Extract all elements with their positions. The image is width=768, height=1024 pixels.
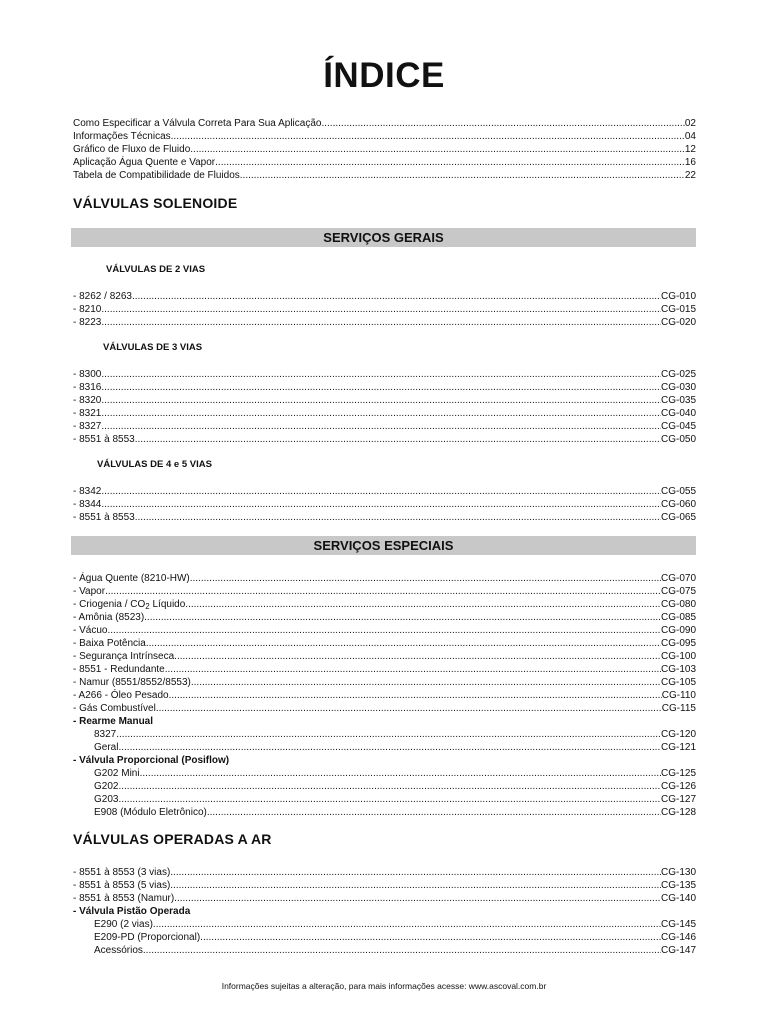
subhead-2-way: VÁLVULAS DE 2 VIAS bbox=[106, 264, 206, 275]
toc-label: - 8551 à 8553 (Namur) bbox=[73, 893, 175, 904]
toc-label: E209-PD (Proporcional) bbox=[94, 932, 201, 943]
toc-page: 04 bbox=[684, 131, 696, 142]
toc-entry[interactable] bbox=[73, 290, 696, 303]
toc-label: - 8342 bbox=[73, 486, 102, 497]
toc-page: CG-126 bbox=[660, 781, 696, 792]
toc-page: CG-055 bbox=[660, 486, 696, 497]
toc-entry[interactable] bbox=[73, 381, 696, 394]
toc-page: CG-115 bbox=[661, 703, 696, 714]
toc-entry[interactable] bbox=[73, 498, 696, 511]
list-3-way bbox=[73, 368, 696, 446]
toc-page: CG-100 bbox=[660, 651, 696, 662]
toc-page: CG-147 bbox=[660, 945, 696, 956]
toc-entry[interactable] bbox=[73, 892, 696, 905]
toc-entry[interactable] bbox=[73, 650, 696, 663]
toc-label: - Vapor bbox=[73, 586, 106, 597]
toc-label: - 8551 - Redundante bbox=[73, 664, 165, 675]
toc-page: CG-128 bbox=[660, 807, 696, 818]
toc-entry[interactable] bbox=[73, 780, 696, 793]
footer-note: Informações sujeitas a alteração, para mais informações acesse: www.ascoval.com.br bbox=[221, 981, 547, 991]
toc-page: CG-110 bbox=[661, 690, 696, 701]
toc-group-heading bbox=[73, 715, 696, 728]
toc-page: CG-035 bbox=[660, 395, 696, 406]
toc-page: CG-050 bbox=[660, 434, 696, 445]
toc-entry[interactable] bbox=[73, 931, 696, 944]
band-general-services: SERVIÇOS GERAIS bbox=[71, 228, 696, 247]
toc-entry[interactable] bbox=[73, 879, 696, 892]
toc-label: Tabela de Compatibilidade de Fluidos bbox=[73, 170, 240, 181]
toc-page: CG-120 bbox=[660, 729, 696, 740]
toc-entry[interactable] bbox=[73, 806, 696, 819]
toc-label: - Água Quente (8210-HW) bbox=[73, 573, 190, 584]
toc-entry[interactable] bbox=[73, 689, 696, 702]
toc-entry[interactable] bbox=[73, 485, 696, 498]
subhead-4-5-way: VÁLVULAS DE 4 e 5 VIAS bbox=[97, 459, 212, 470]
toc-label: - 8327 bbox=[73, 421, 102, 432]
toc-entry[interactable] bbox=[73, 918, 696, 931]
toc-entry[interactable] bbox=[73, 866, 696, 879]
toc-entry[interactable] bbox=[73, 143, 696, 156]
toc-entry[interactable] bbox=[73, 407, 696, 420]
list-air-operated bbox=[73, 866, 696, 957]
section-title-air-operated: VÁLVULAS OPERADAS A AR bbox=[73, 831, 272, 847]
toc-entry[interactable] bbox=[73, 793, 696, 806]
toc-page: CG-125 bbox=[660, 768, 696, 779]
toc-page: CG-060 bbox=[660, 499, 696, 510]
toc-page: CG-105 bbox=[660, 677, 696, 688]
toc-entry[interactable] bbox=[73, 303, 696, 316]
toc-entry[interactable] bbox=[73, 433, 696, 446]
toc-entry[interactable] bbox=[73, 663, 696, 676]
toc-entry[interactable] bbox=[73, 637, 696, 650]
toc-label: - 8223 bbox=[73, 317, 102, 328]
toc-label: - 8551 à 8553 (5 vias) bbox=[73, 880, 171, 891]
toc-label: - 8551 à 8553 bbox=[73, 434, 135, 445]
toc-entry[interactable] bbox=[73, 117, 696, 130]
toc-group-label: - Válvula Proporcional (Posiflow) bbox=[73, 755, 230, 766]
toc-entry[interactable] bbox=[73, 572, 696, 585]
toc-group-label: - Válvula Pistão Operada bbox=[73, 906, 191, 917]
toc-page: CG-045 bbox=[660, 421, 696, 432]
toc-label: - A266 - Óleo Pesado bbox=[73, 690, 169, 701]
toc-label: Geral bbox=[94, 742, 119, 753]
toc-label: - Gás Combustível bbox=[73, 703, 156, 714]
toc-label: - 8300 bbox=[73, 369, 102, 380]
toc-label: - Amônia (8523) bbox=[73, 612, 145, 623]
toc-entry[interactable] bbox=[73, 368, 696, 381]
toc-label: - Criogenia / $CO_2$ Líquido bbox=[73, 599, 186, 611]
toc-entry[interactable] bbox=[73, 130, 696, 143]
toc-entry[interactable] bbox=[73, 598, 696, 611]
toc-label: - 8320 bbox=[73, 395, 102, 406]
toc-page: CG-130 bbox=[660, 867, 696, 878]
toc-entry[interactable] bbox=[73, 585, 696, 598]
list-4-5-way bbox=[73, 485, 696, 524]
toc-page: CG-140 bbox=[660, 893, 696, 904]
toc-page: CG-025 bbox=[660, 369, 696, 380]
toc-page: CG-020 bbox=[660, 317, 696, 328]
toc-label: Gráfico de Fluxo de Fluido bbox=[73, 144, 191, 155]
toc-entry[interactable] bbox=[73, 767, 696, 780]
toc-entry[interactable] bbox=[73, 624, 696, 637]
list-2-way bbox=[73, 290, 696, 329]
toc-label: - 8210 bbox=[73, 304, 102, 315]
toc-label: Informações Técnicas bbox=[73, 131, 171, 142]
toc-page: CG-080 bbox=[660, 599, 696, 610]
subhead-3-way: VÁLVULAS DE 3 VIAS bbox=[103, 342, 203, 353]
toc-group-heading bbox=[73, 905, 696, 918]
toc-label: Aplicação Água Quente e Vapor bbox=[73, 157, 216, 168]
toc-page: CG-070 bbox=[660, 573, 696, 584]
toc-entry[interactable] bbox=[73, 156, 696, 169]
section-title-solenoid: VÁLVULAS SOLENOIDE bbox=[73, 195, 238, 211]
toc-page: CG-040 bbox=[660, 408, 696, 419]
toc-group-heading bbox=[73, 754, 696, 767]
toc-page: CG-135 bbox=[660, 880, 696, 891]
toc-page: CG-095 bbox=[660, 638, 696, 649]
toc-page: CG-030 bbox=[660, 382, 696, 393]
toc-label: - 8551 à 8553 bbox=[73, 512, 135, 523]
toc-page: CG-090 bbox=[660, 625, 696, 636]
toc-label: - 8344 bbox=[73, 499, 102, 510]
toc-page: 22 bbox=[684, 170, 696, 181]
toc-label: E290 (2 vias) bbox=[94, 919, 153, 930]
toc-entry[interactable] bbox=[73, 511, 696, 524]
toc-page: CG-085 bbox=[660, 612, 696, 623]
toc-label: - Baixa Potência bbox=[73, 638, 146, 649]
toc-group-label: - Rearme Manual bbox=[73, 716, 154, 727]
band-special-services: SERVIÇOS ESPECIAIS bbox=[71, 536, 696, 555]
toc-label: - 8551 à 8553 (3 vias) bbox=[73, 867, 171, 878]
toc-page: 16 bbox=[684, 157, 696, 168]
toc-entry[interactable] bbox=[73, 741, 696, 754]
toc-page: CG-015 bbox=[660, 304, 696, 315]
toc-label: G202 bbox=[94, 781, 119, 792]
intro-list bbox=[73, 117, 696, 182]
toc-page: CG-145 bbox=[660, 919, 696, 930]
toc-page: 12 bbox=[684, 144, 696, 155]
page-title: ÍNDICE bbox=[323, 56, 445, 95]
toc-label: - Segurança Intrínseca bbox=[73, 651, 175, 662]
toc-label: - 8321 bbox=[73, 408, 102, 419]
toc-label: - 8262 / 8263 bbox=[73, 291, 132, 302]
toc-page: CG-075 bbox=[660, 586, 696, 597]
toc-entry[interactable] bbox=[73, 394, 696, 407]
toc-label: E908 (Módulo Eletrônico) bbox=[94, 807, 207, 818]
toc-entry[interactable] bbox=[73, 611, 696, 624]
toc-page: CG-103 bbox=[660, 664, 696, 675]
toc-label: 8327 bbox=[94, 729, 117, 740]
toc-page: CG-121 bbox=[660, 742, 696, 753]
toc-label: - Vácuo bbox=[73, 625, 108, 636]
toc-label: Acessórios bbox=[94, 945, 143, 956]
toc-label: - 8316 bbox=[73, 382, 102, 393]
list-special bbox=[73, 572, 696, 819]
toc-entry[interactable] bbox=[73, 676, 696, 689]
toc-label: Como Especificar a Válvula Correta Para Sua Aplicação bbox=[73, 118, 322, 129]
toc-label: - Namur (8551/8552/8553) bbox=[73, 677, 191, 688]
toc-entry[interactable] bbox=[73, 169, 696, 182]
toc-page: CG-010 bbox=[660, 291, 696, 302]
toc-page: CG-127 bbox=[660, 794, 696, 805]
toc-page: CG-146 bbox=[660, 932, 696, 943]
toc-entry[interactable] bbox=[73, 944, 696, 957]
toc-entry[interactable] bbox=[73, 420, 696, 433]
toc-entry[interactable] bbox=[73, 316, 696, 329]
toc-entry[interactable] bbox=[73, 728, 696, 741]
toc-page: CG-065 bbox=[660, 512, 696, 523]
toc-page: 02 bbox=[684, 118, 696, 129]
toc-label: G203 bbox=[94, 794, 119, 805]
toc-entry[interactable] bbox=[73, 702, 696, 715]
toc-label: G202 Mini bbox=[94, 768, 140, 779]
